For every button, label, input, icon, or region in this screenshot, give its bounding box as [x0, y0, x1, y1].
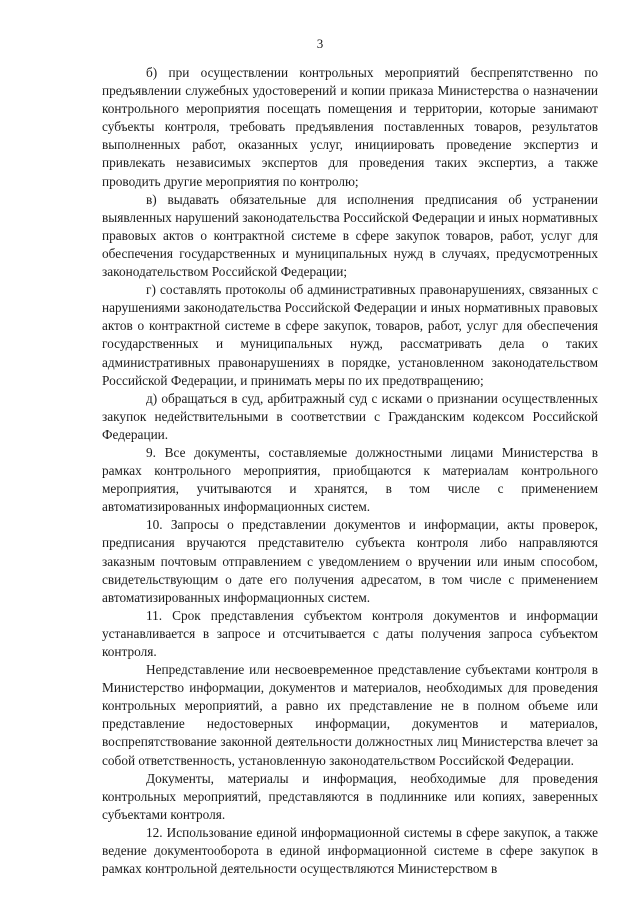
paragraph-b-inspection-rights: б) при осуществлении контрольных мероприятий беспрепятственно по предъявлении служебных удостоверений и копии приказа Министерства о назначении контрольного мероприятия посещать помещения и территории, которые занимают субъекты контроля, требовать предъявления поставленных товаров, результатов выполненных работ, оказанных услуг, инициировать проведение экспертиз и привлекать независимых экспертов для проведения таких экспертиз, а также проводить другие мероприятия по контролю;: [102, 65, 598, 189]
paragraph-documents-originals: Документы, материалы и информация, необходимые для проведения контрольных мероприятий, представляются в подлиннике или копиях, заверенных субъектами контроля.: [102, 770, 598, 822]
paragraph-v-issue-orders: в) выдавать обязательные для исполнения предписания об устранении выявленных нарушений законодательства Российской Федерации и иных нормативных правовых актов о контрактной системе в сфере закупок товаров, работ, услуг для обеспечения государственных и муниципальных нужд в случаях, предусмотренных законодательством Российской Федерации;: [102, 191, 598, 280]
page-number: 3: [316, 36, 324, 51]
paragraph-d-court-claims: д) обращаться в суд, арбитражный суд с исками о признании осуществленных закупок недействительными в соответствии с Гражданским кодексом Российской Федерации.: [102, 390, 598, 442]
document-body: [102, 64, 598, 878]
paragraph-12-information-system: 12. Использование единой информационной системы в сфере закупок, а также ведение документооборота в единой информационной системе в сфере закупок в рамках контрольной деятельности осуществляются Министерством в: [102, 824, 598, 877]
paragraph-10-requests: 10. Запросы о представлении документов и информации, акты проверок, предписания вручаются представителю субъекта контроля либо направляются заказным почтовым отправлением с уведомлением о вручении или иным способом, свидетельствующим о дате его получения адресатом, в том числе с применением автоматизированных информационных систем.: [102, 517, 598, 605]
paragraph-non-submission: Непредставление или несвоевременное представление субъектами контроля в Министерство информации, документов и материалов, необходимых для проведения контрольных мероприятий, а равно их представление не в полном объеме или представление недостоверных информации, документов и материалов, воспрепятствование законной деятельности должностных лиц Министерства влечет за собой ответственность, установленную законодательством Российской Федерации.: [102, 662, 598, 768]
paragraph-11-deadline: 11. Срок представления субъектом контроля документов и информации устанавливается в запросе и отсчитывается с даты получения запроса субъектом контроля.: [102, 607, 598, 659]
paragraph-g-administrative-protocols: г) составлять протоколы об административных правонарушениях, связанных с нарушениями законодательства Российской Федерации и иных нормативных правовых актов о контрактной системе в сфере закупок, товаров, работ, услуг для обеспечения государственных и муниципальных нужд, рассматривать дела о таких административных правонарушениях в порядке, установленном законодательством Российской Федерации, и принимать меры по их предотвращению;: [102, 282, 598, 388]
paragraph-9-documents: 9. Все документы, составляемые должностными лицами Министерства в рамках контрольного мероприятия, приобщаются к материалам контрольного мероприятия, учитываются и хранятся, в том числе с применением автоматизированных информационных систем.: [102, 444, 598, 515]
